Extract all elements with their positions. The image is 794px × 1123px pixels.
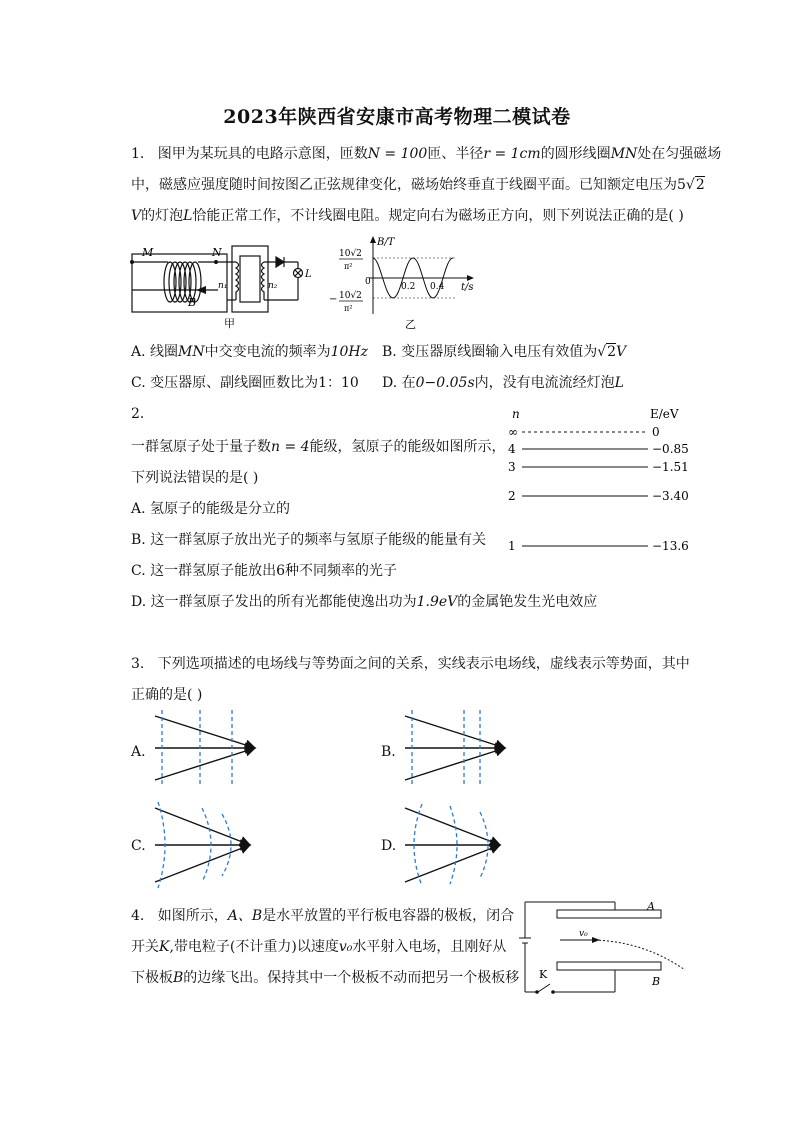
q2-text: 能级，氢原子的能级如图所示， — [309, 439, 506, 455]
q3-option-d-label[interactable]: D. — [381, 838, 397, 854]
q4-line3 — [131, 964, 519, 992]
q3-option-c-label[interactable]: C. — [131, 838, 146, 854]
q2-line2: 下列说法错误的是( ) — [131, 470, 259, 486]
q2-text: 一群氢原子处于量子数 — [131, 439, 271, 455]
q1-turns: N = 100 — [367, 146, 428, 162]
q1-text: 的灯泡 — [141, 208, 184, 224]
q1-radius: r = 1cm — [483, 146, 541, 162]
q1-option-a-coil: MN — [178, 344, 205, 360]
energy-levels — [508, 425, 689, 553]
q4-text: 如图所示， — [157, 908, 228, 924]
q2-option-c-text: C. 这一群氢原子能放出 — [131, 563, 277, 579]
q4-line2 — [131, 933, 506, 961]
q3-number: 3. — [131, 656, 145, 672]
q2-option-c[interactable] — [131, 557, 397, 585]
q1-line1 — [131, 140, 721, 168]
energy-level-e: −0.85 — [652, 442, 689, 456]
energy-level-n: 4 — [508, 442, 516, 456]
q1-line2: 中，磁感应强度随时间按图乙正弦规律变化，磁场始终垂直于线圈平面。已知额定电压为5√2 — [131, 177, 705, 193]
q1-option-a-value: 10Hz — [330, 344, 369, 360]
label-n: N — [212, 246, 222, 259]
yi-tick-1: 0.2 — [401, 282, 416, 292]
q1-option-a-text: A. 线圈 — [131, 344, 179, 360]
q1-option-a-text: 中交变电流的频率为 — [204, 344, 331, 360]
yi-top-num: 10√2 — [339, 249, 362, 259]
yi-tick-2: 0.4 — [430, 282, 445, 292]
q1-option-d-range: 0−0.05s — [415, 375, 475, 391]
q4-text: 下极板 — [131, 970, 173, 986]
q1-option-d-text: D. 在 — [382, 375, 416, 391]
q1-voltage-coef: 5 — [677, 177, 686, 193]
q1-option-a[interactable] — [131, 338, 368, 366]
diagram-e-header: E/eV — [650, 407, 679, 421]
yi-zero: 0 — [365, 277, 371, 287]
q3-line2: 正确的是( ) — [131, 687, 203, 703]
q1-text: 的圆形线圈 — [540, 146, 611, 162]
q2-option-c-count: 6 — [276, 563, 286, 579]
q1-coil-name: MN — [610, 146, 638, 162]
q3-field-a[interactable] — [150, 708, 270, 788]
q4-text: 开关 — [131, 939, 159, 955]
energy-level-e: −3.40 — [652, 489, 689, 503]
yi-bottom-num: 10√2 — [339, 291, 362, 301]
q4-switch: K — [159, 939, 170, 955]
q2-quantum-number: n = 4 — [271, 439, 310, 455]
q1-figure-yi — [325, 232, 485, 332]
q4-text: 是水平放置的平行板电容器的极板，闭合 — [262, 908, 515, 924]
q4-text: 的边缘飞出。保持其中一个极板不动而把另一个极板移 — [183, 970, 520, 986]
label-plate-a: A — [647, 900, 655, 913]
energy-level-e: −13.6 — [652, 539, 689, 553]
q1-option-c-text: C. 变压器原、副线圈匝数比为1：10 — [131, 375, 359, 391]
energy-level-e: −1.51 — [652, 460, 689, 474]
q1-text: 恰能正常工作，不计线圈电阻。规定向右为磁场正方向，则下列说法正确的是( ) — [192, 208, 684, 224]
yi-top-den: π² — [344, 262, 353, 271]
q2-option-d[interactable] — [131, 588, 597, 616]
label-plate-b: B — [652, 975, 661, 988]
q1-text: 图甲为某玩具的电路示意图，匝数 — [157, 146, 368, 162]
q1-option-b[interactable]: B. 变压器原线圈输入电压有效值为√2V — [382, 344, 627, 360]
q2-option-d-text: D. 这一群氢原子发出的所有光都能使逸出功为 — [131, 594, 417, 610]
diagram-n-header: n — [512, 407, 520, 421]
q1-voltage-radicand: 2 — [695, 177, 705, 193]
q4-velocity: v₀ — [338, 939, 353, 955]
energy-level-e: 0 — [652, 425, 660, 439]
label-n2: n₂ — [268, 281, 278, 291]
q1-option-b-text: B. 变压器原线圈输入电压有效值为 — [382, 344, 598, 360]
q1-option-d[interactable] — [382, 369, 624, 397]
q2-option-c-text: 种不同频率的光子 — [285, 563, 398, 579]
q1-text: 匝、半径 — [427, 146, 484, 162]
q1-volt-unit: V — [131, 208, 142, 224]
q4-text: ,带电粒子(不计重力)以速度 — [169, 939, 339, 955]
yi-neg-sign: − — [329, 294, 338, 305]
q4-capacitor-figure — [515, 900, 700, 1010]
q1-option-c[interactable] — [131, 369, 359, 397]
q3-field-c[interactable] — [150, 800, 270, 890]
energy-level-n: 3 — [508, 460, 516, 474]
label-m: M — [142, 246, 154, 259]
q1-text: 中，磁感应强度随时间按图乙正弦规律变化，磁场始终垂直于线圈平面。已知额定电压为 — [131, 177, 677, 193]
q3-text: 下列选项描述的电场线与等势面之间的关系，实线表示电场线，虚线表示等势面，其中 — [157, 656, 690, 672]
q1-option-d-lamp: L — [614, 375, 624, 391]
q1-option-b-unit: V — [616, 344, 627, 360]
q2-option-d-text: 的金属铯发生光电效应 — [457, 594, 598, 610]
label-switch-k: K — [539, 968, 548, 981]
energy-level-n: 1 — [508, 539, 516, 553]
q3-field-d[interactable] — [400, 800, 520, 890]
q4-plate-b: B — [173, 970, 184, 986]
yi-bottom-den: π² — [344, 304, 353, 313]
q1-figure-jia — [128, 240, 328, 330]
q3-option-a-label[interactable]: A. — [131, 744, 146, 760]
yi-ylabel: B/T — [377, 237, 395, 248]
q1-lamp: L — [183, 208, 193, 224]
q1-option-d-text: 内，没有电流流经灯泡 — [474, 375, 615, 391]
label-b: B — [188, 296, 197, 309]
yi-xlabel: t/s — [461, 282, 474, 293]
energy-level-n: ∞ — [508, 425, 518, 439]
energy-level-n: 2 — [508, 489, 516, 503]
q3-field-b[interactable] — [400, 708, 520, 788]
q1-line3 — [131, 202, 684, 230]
label-l: L — [305, 269, 312, 280]
caption-yi: 乙 — [405, 318, 416, 331]
q1-option-b-radicand: 2 — [607, 344, 617, 360]
q4-line1 — [131, 902, 514, 930]
q2-number: 2. — [131, 406, 145, 422]
q2-option-a[interactable]: A. 氢原子的能级是分立的 — [131, 501, 291, 517]
q1-number: 1. — [131, 146, 145, 162]
q1-text: 处在匀强磁场 — [637, 146, 722, 162]
label-velocity: v₀ — [579, 929, 588, 939]
q3-line1 — [131, 650, 690, 678]
q4-number: 4. — [131, 908, 145, 924]
label-n1: n₁ — [218, 281, 228, 291]
q2-option-d-value: 1.9eV — [416, 594, 458, 610]
q2-line1 — [131, 433, 506, 461]
q2-option-b[interactable]: B. 这一群氢原子放出光子的频率与氢原子能级的能量有关 — [131, 532, 487, 548]
caption-jia: 甲 — [224, 317, 235, 330]
q4-text: 水平射入电场，且刚好从 — [352, 939, 507, 955]
q4-plates: A、B — [227, 908, 263, 924]
page-title: 2023年陕西省安康市高考物理二模试卷 — [223, 106, 571, 128]
energy-level-diagram — [500, 404, 700, 559]
q3-option-b-label[interactable]: B. — [381, 744, 396, 760]
